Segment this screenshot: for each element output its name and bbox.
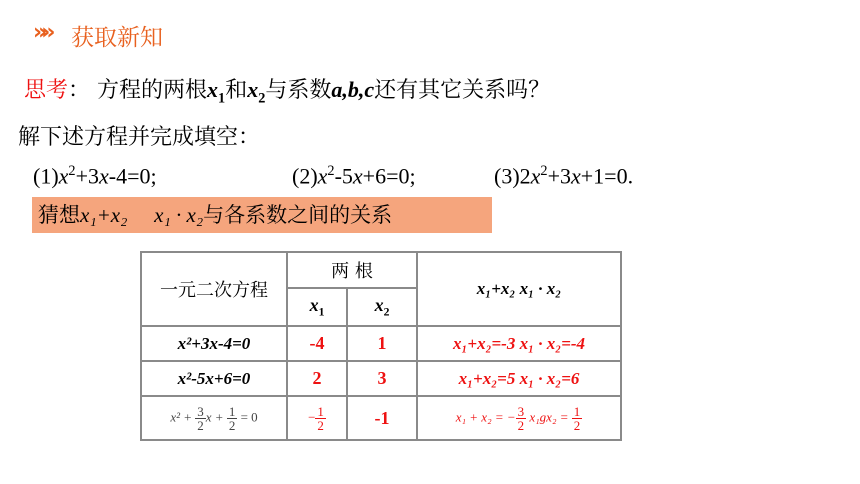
equation-1: $(1)x^2+3x-4=0$; [33,163,157,189]
row2-x2: 3 [347,361,417,396]
coefficients: a,b,c [331,77,375,102]
think-text-c: 还有其它关系吗？ [374,78,551,103]
instruction: 解下述方程并完成填空： [18,125,261,150]
chevron-icon: »» [33,20,50,45]
header-x1: $x_1$ [287,288,347,326]
think-and: 和 [225,78,248,103]
header-equation: 一元二次方程 [141,252,287,326]
row2-relation: x₁+x₂=5 x₁ · x₂=6 [417,361,621,396]
section-title: 获取新知 [71,25,163,51]
guess-product: x₁ · x₂ [154,203,204,227]
think-colon: ： [68,78,91,103]
think-text-b: 与系数 [265,78,332,103]
think-question [24,73,550,107]
row2-x1: 2 [287,361,347,396]
think-text-a: 方程的两根 [97,78,208,103]
row1-equation: x²+3x-4=0 [141,326,287,361]
guess-prefix: 猜想 [38,203,80,227]
row3-x2: -1 [347,396,417,440]
row2-equation: x²-5x+6=0 [141,361,287,396]
row3-relation: x₁ + x₂ = − $\frac{3}{2}$ x₁gx₂ = $\frac{1}{2}$ [417,396,621,440]
guess-suffix: 与各系数之间的关系 [203,203,393,227]
row3-x1: − $\frac{1}{2}$ [287,396,347,440]
row1-x1: -4 [287,326,347,361]
header-x2: $x_2$ [347,288,417,326]
sub-1: 1 [218,90,226,107]
relation-table [140,251,622,441]
equation-2: $(2)x^2-5x+6=0$; [292,163,416,189]
var-x2: x [247,77,259,102]
sub-2: 2 [258,90,266,107]
var-x1: x [207,77,219,102]
row3-equation: x² + $\frac{3}{2}$ x + $\frac{1}{2}$ = 0 [141,396,287,440]
guess-banner [32,197,492,233]
header-relation: x₁+x₂ x₁ · x₂ [417,252,621,326]
row1-relation: x₁+x₂=-3 x₁ · x₂=-4 [417,326,621,361]
row1-x2: 1 [347,326,417,361]
think-label: 思考 [24,78,69,103]
header-roots: 两 根 [287,252,417,288]
equation-3: $(3)2x^2+3x+1=0$. [494,163,634,189]
guess-sum: x₁+x₂ [80,203,128,227]
